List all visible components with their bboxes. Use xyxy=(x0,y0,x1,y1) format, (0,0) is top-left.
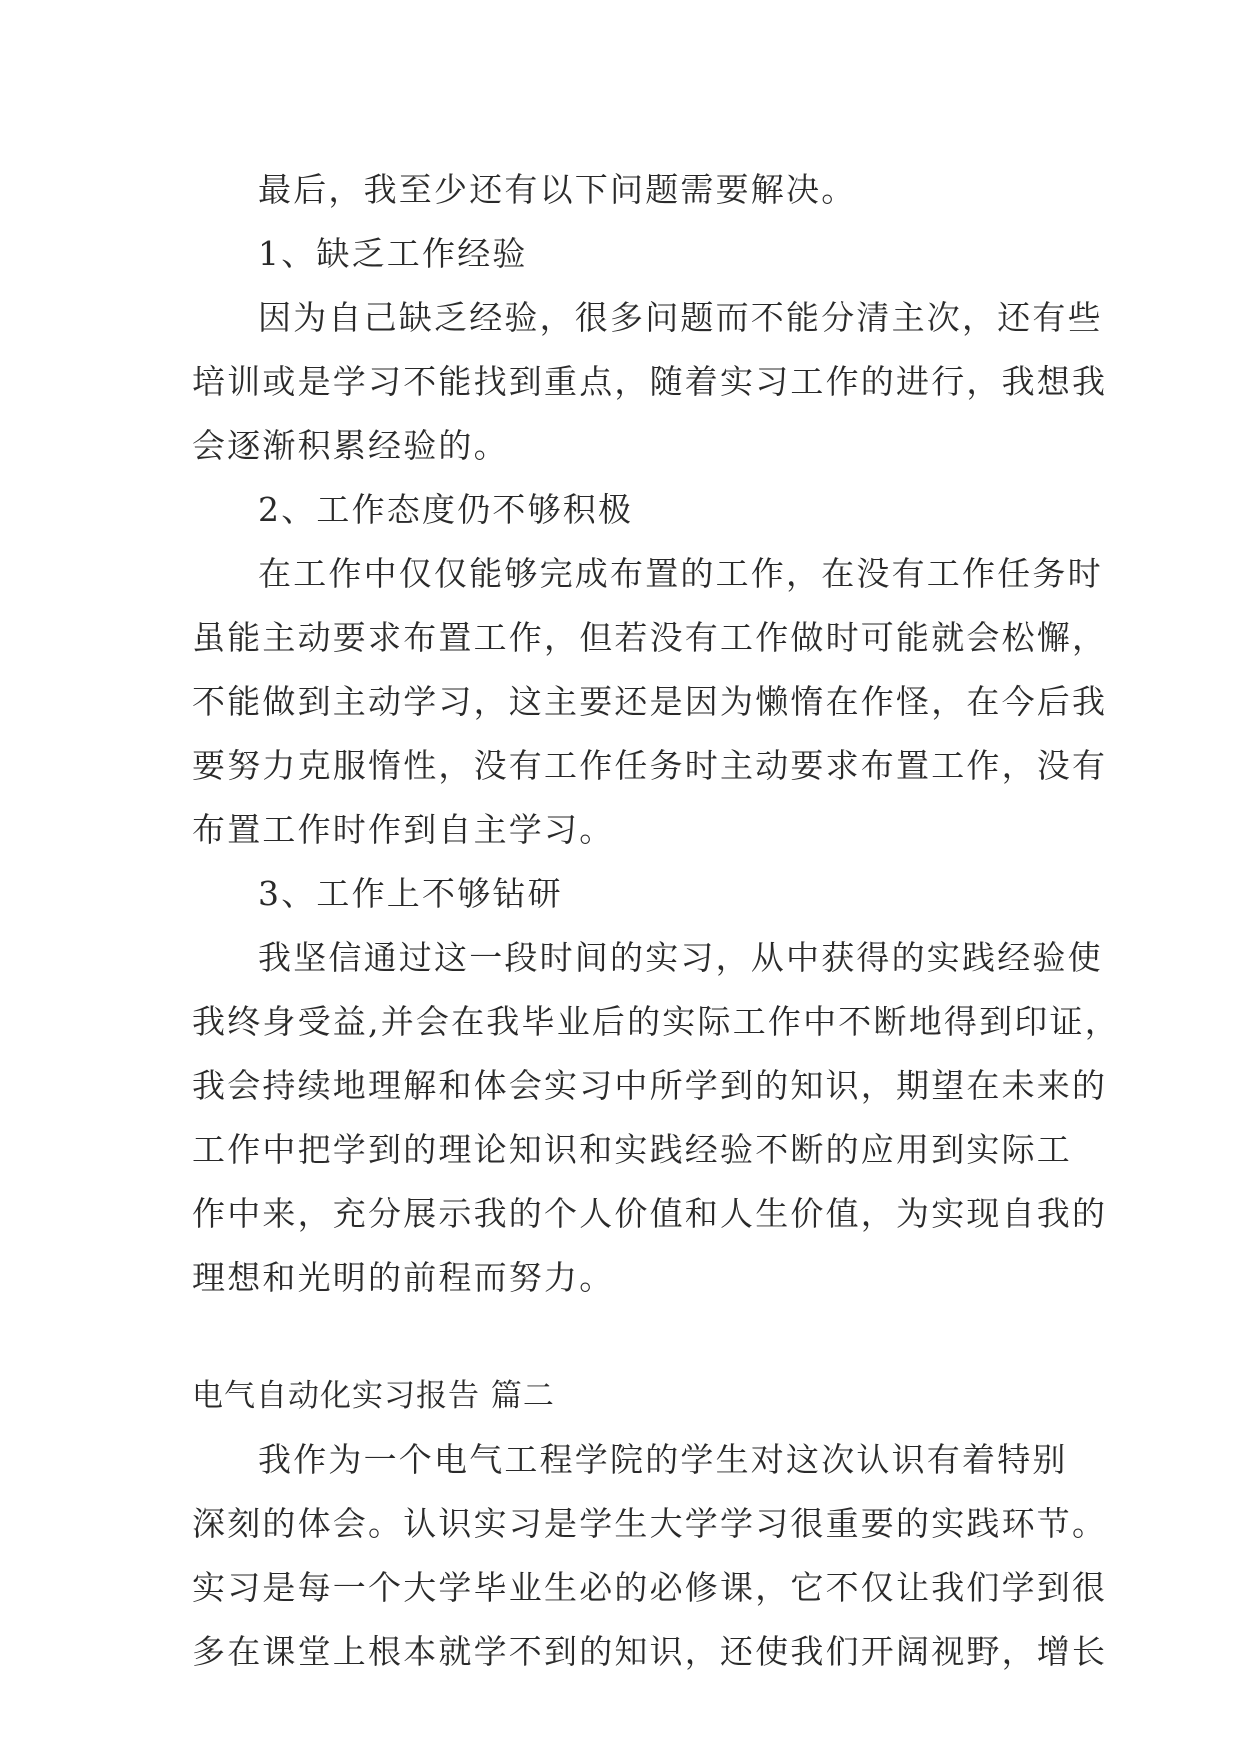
section-spacer xyxy=(192,1310,1052,1364)
paragraph-line: 虽能主动要求布置工作，但若没有工作做时可能就会松懈， xyxy=(192,618,1108,657)
paragraph-line: 深刻的体会。认识实习是学生大学学习很重要的实践环节。 xyxy=(192,1504,1108,1543)
paragraph-line: 在工作中仅仅能够完成布置的工作，在没有工作任务时 xyxy=(258,554,1103,593)
paragraph-line: 理想和光明的前程而努力。 xyxy=(192,1258,615,1297)
paragraph-line: 实习是每一个大学毕业生必的必修课，它不仅让我们学到很 xyxy=(192,1568,1108,1607)
paragraph-line: 最后，我至少还有以下问题需要解决。 xyxy=(258,170,857,209)
section-heading: 电气自动化实习报告 篇二 xyxy=(192,1378,555,1414)
list-item-heading: 1、缺乏工作经验 xyxy=(258,234,528,273)
paragraph-line: 培训或是学习不能找到重点，随着实习工作的进行，我想我 xyxy=(192,362,1108,401)
paragraph-line: 布置工作时作到自主学习。 xyxy=(192,810,615,849)
paragraph-line: 因为自己缺乏经验，很多问题而不能分清主次，还有些 xyxy=(258,298,1103,337)
paragraph-line: 我坚信通过这一段时间的实习，从中获得的实践经验使 xyxy=(258,938,1103,977)
paragraph-line: 会逐渐积累经验的。 xyxy=(192,426,509,465)
list-item-heading: 2、工作态度仍不够积极 xyxy=(258,490,634,529)
document-body xyxy=(192,158,1120,1684)
paragraph-line: 我终身受益,并会在我毕业后的实际工作中不断地得到印证， xyxy=(192,1002,1120,1041)
paragraph-line: 要努力克服惰性，没有工作任务时主动要求布置工作，没有 xyxy=(192,746,1108,785)
paragraph-line: 我作为一个电气工程学院的学生对这次认识有着特别 xyxy=(258,1440,1068,1479)
paragraph-line: 多在课堂上根本就学不到的知识，还使我们开阔视野，增长 xyxy=(192,1632,1108,1671)
list-item-heading: 3、工作上不够钻研 xyxy=(258,874,563,913)
paragraph-line: 工作中把学到的理论知识和实践经验不断的应用到实际工 xyxy=(192,1130,1072,1169)
paragraph-line: 不能做到主动学习，这主要还是因为懒惰在作怪，在今后我 xyxy=(192,682,1108,721)
paragraph-line: 我会持续地理解和体会实习中所学到的知识，期望在未来的 xyxy=(192,1066,1108,1105)
paragraph-line: 作中来，充分展示我的个人价值和人生价值，为实现自我的 xyxy=(192,1194,1108,1233)
